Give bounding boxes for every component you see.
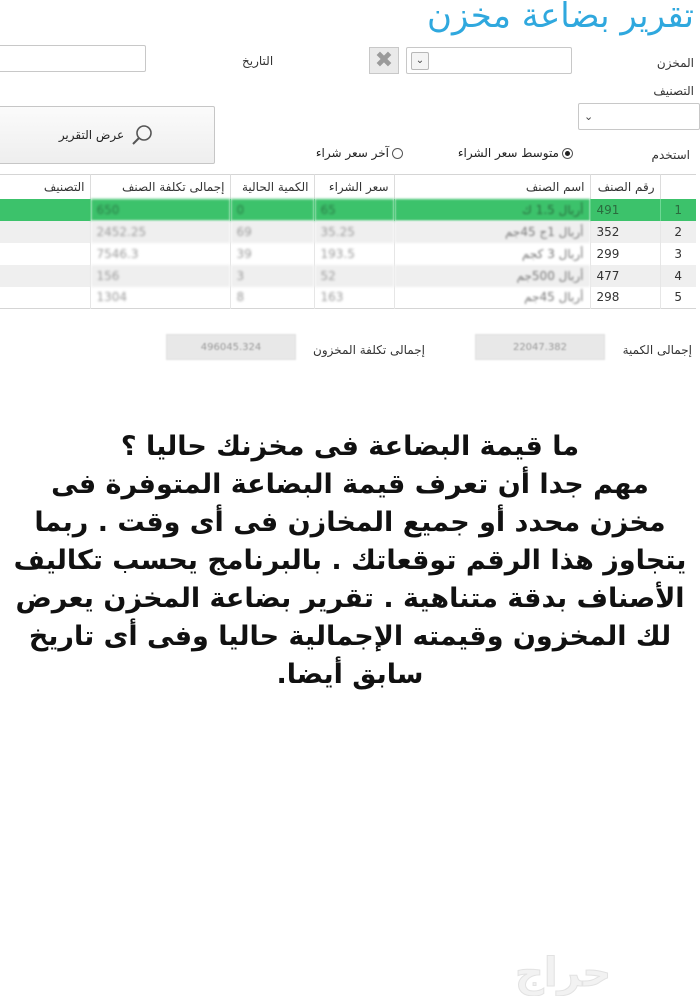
search-icon	[130, 123, 154, 147]
table-row[interactable]	[0, 287, 696, 309]
total-cost-cell[interactable]: 1304	[90, 287, 230, 309]
item-no-cell[interactable]: 477	[590, 265, 660, 287]
price-cell[interactable]: 52	[314, 265, 394, 287]
total-cost-cell[interactable]: 7546.3	[90, 243, 230, 265]
category-select[interactable]	[578, 103, 700, 130]
total-qty-label: إجمالى الكمية	[622, 343, 692, 357]
category-cell[interactable]	[0, 287, 90, 309]
row-index: 5	[660, 287, 696, 309]
item-no-cell[interactable]: 352	[590, 221, 660, 243]
radio-label: متوسط سعر الشراء	[457, 146, 559, 160]
use-label: استخدم	[651, 148, 690, 162]
article-heading: ما قيمة البضاعة فى مخزنك حاليا ؟	[120, 431, 580, 462]
page-title: تقرير بضاعة مخزن	[427, 0, 694, 36]
chevron-down-icon[interactable]: ⌄	[584, 110, 594, 123]
x-icon: ✖	[374, 48, 394, 73]
total-cost-cell[interactable]: 650	[90, 199, 230, 221]
item-name-cell[interactable]: أربال 1.5 ك	[394, 199, 590, 221]
price-cell[interactable]: 163	[314, 287, 394, 309]
price-cell[interactable]: 193.5	[314, 243, 394, 265]
item-name-cell[interactable]: أربال 1ج 45جم	[394, 221, 590, 243]
table-row[interactable]	[0, 199, 696, 221]
column-header-purchase-price[interactable]: سعر الشراء	[314, 175, 394, 199]
date-input[interactable]	[0, 45, 146, 72]
column-header-item-name[interactable]: اسم الصنف	[394, 175, 590, 199]
article	[0, 428, 700, 694]
category-label: التصنيف	[653, 84, 694, 98]
item-name-cell[interactable]: أربال 500جم	[394, 265, 590, 287]
category-cell[interactable]	[0, 265, 90, 287]
qty-cell[interactable]: 8	[230, 287, 314, 309]
item-no-cell[interactable]: 299	[590, 243, 660, 265]
chevron-down-icon[interactable]: ⌄	[411, 52, 429, 70]
category-cell[interactable]	[0, 243, 90, 265]
column-header-category[interactable]: التصنيف	[0, 175, 90, 199]
qty-cell[interactable]: 69	[230, 221, 314, 243]
row-index: 3	[660, 243, 696, 265]
clear-warehouse-button[interactable]	[369, 47, 399, 74]
price-cell[interactable]: 65	[314, 199, 394, 221]
row-index: 4	[660, 265, 696, 287]
warehouse-select[interactable]	[406, 47, 572, 74]
table-header	[0, 175, 696, 199]
total-qty-value: 22047.382	[475, 334, 605, 360]
show-report-button[interactable]	[0, 106, 215, 164]
table-row[interactable]	[0, 221, 696, 243]
watermark-logo: حراج	[515, 950, 612, 996]
category-cell[interactable]	[0, 199, 90, 221]
radio-button[interactable]	[562, 148, 573, 159]
radio-average-price[interactable]	[458, 146, 573, 160]
warehouse-label: المخزن	[656, 56, 694, 70]
item-no-cell[interactable]: 491	[590, 199, 660, 221]
total-cost-cell[interactable]: 156	[90, 265, 230, 287]
item-name-cell[interactable]: أربال 45جم	[394, 287, 590, 309]
show-report-label: عرض التقرير	[58, 128, 125, 142]
column-header-item-total-cost[interactable]: إجمالى تكلفة الصنف	[90, 175, 230, 199]
total-cost-cell[interactable]: 2452.25	[90, 221, 230, 243]
total-cost-label: إجمالى تكلفة المخزون	[313, 343, 425, 357]
qty-cell[interactable]: 0	[230, 199, 314, 221]
radio-button[interactable]	[392, 148, 403, 159]
column-header-index[interactable]	[660, 175, 696, 199]
total-cost-value: 496045.324	[166, 334, 296, 360]
radio-last-price[interactable]	[316, 146, 403, 160]
item-name-cell[interactable]: أربال 3 كجم	[394, 243, 590, 265]
category-cell[interactable]	[0, 221, 90, 243]
column-header-current-qty[interactable]: الكمية الحالية	[230, 175, 314, 199]
price-cell[interactable]: 35.25	[314, 221, 394, 243]
items-table	[0, 174, 696, 309]
qty-cell[interactable]: 3	[230, 265, 314, 287]
article-body: مهم جدا أن تعرف قيمة البضاعة المتوفرة فى مخزن محدد أو جميع المخازن فى أى وقت . ربما يتجاوز هذا الرقم توقعاتك . بالبرنامج يحسب تكاليف الأصناف بدقة متناهية . تقرير بضاعة المخزن يعرض لك المخزون وقيمته الإجمالية حاليا وفى أى تاريخ سابق أيضا.	[13, 469, 687, 690]
column-header-item-no[interactable]: رقم الصنف	[590, 175, 660, 199]
table-row[interactable]	[0, 265, 696, 287]
row-index: 1	[660, 199, 696, 221]
row-index: 2	[660, 221, 696, 243]
date-label: التاريخ	[242, 54, 274, 68]
item-no-cell[interactable]: 298	[590, 287, 660, 309]
radio-label: آخر سعر شراء	[315, 146, 389, 160]
table-row[interactable]	[0, 243, 696, 265]
qty-cell[interactable]: 39	[230, 243, 314, 265]
